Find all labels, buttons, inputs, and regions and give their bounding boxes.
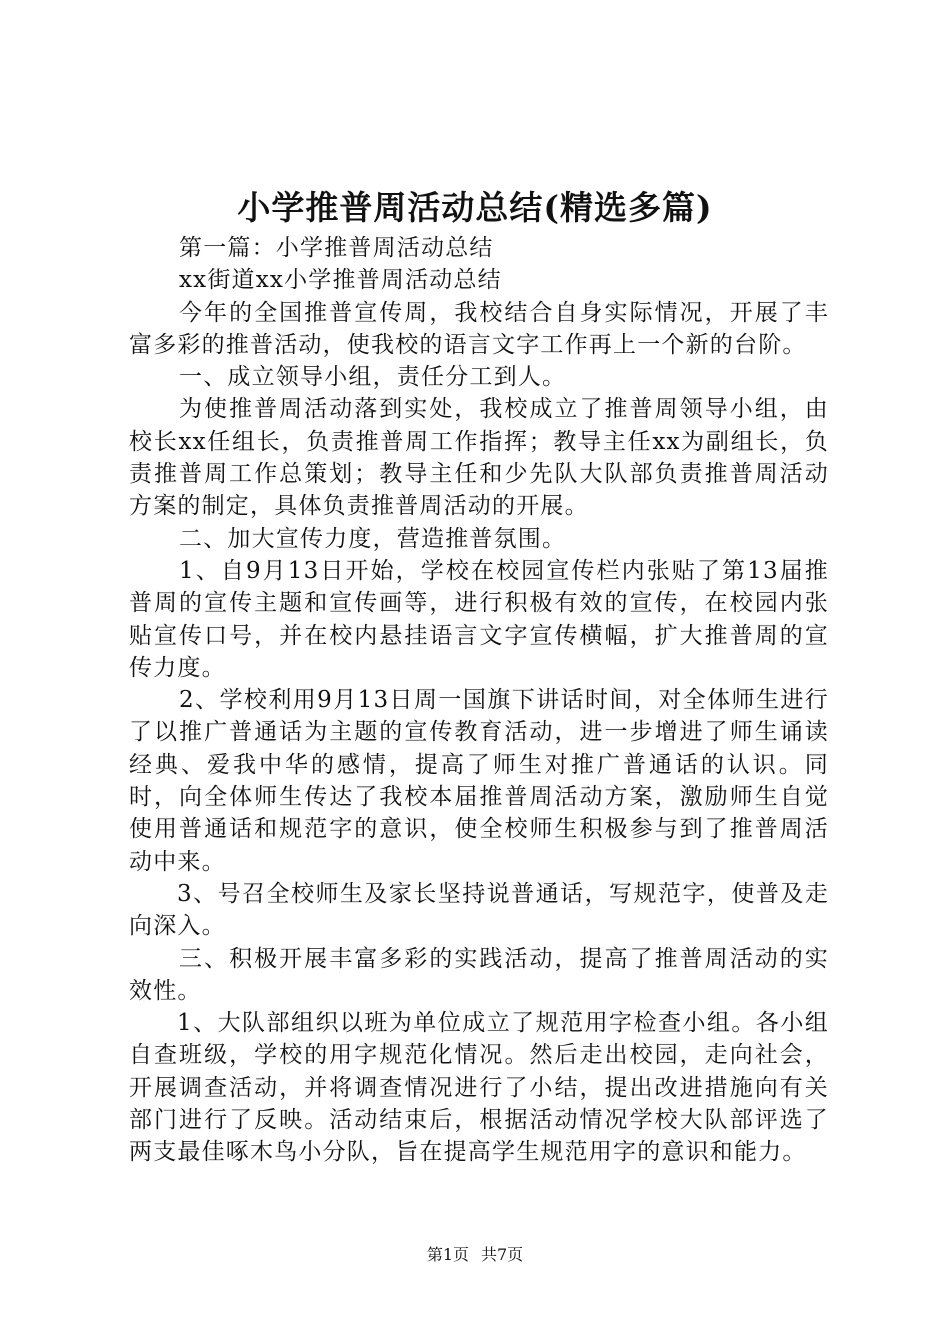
body-paragraph: 3、号召全校师生及家长坚持说普通话，写规范字，使普及走向深入。 xyxy=(129,880,829,940)
body-paragraph: 1、自9月13日开始，学校在校园宣传栏内张贴了第13届推普周的宣传主题和宣传画等，进行积极有效的宣传，在校园内张贴宣传口号，并在校内悬挂语言文字宣传横幅，扩大推普周的宣传力度。 xyxy=(129,557,829,681)
document-body xyxy=(129,232,829,1169)
section-heading: 第一篇：小学推普周活动总结 xyxy=(179,235,494,261)
body-paragraph: 2、学校利用9月13日周一国旗下讲话时间，对全体师生进行了以推广普通话为主题的宣传教育活动，进一步增进了师生诵读经典、爱我中华的感情，提高了师生对推广普通话的认识。同时，向全体师生传达了我校本届推普周活动方案，激励师生自觉使用普通话和规范字的意识，使全校师生积极参与到了推普周活动中来。 xyxy=(129,687,829,875)
body-paragraph: 1、大队部组织以班为单位成立了规范用字检查小组。各小组自查班级，学校的用字规范化情况。然后走出校园，走向社会，开展调查活动，并将调查情况进行了小结，提出改进措施向有关部门进行了反映。活动结束后，根据活动情况学校大队部评选了两支最佳啄木鸟小分队，旨在提高学生规范用字的意识和能力。 xyxy=(129,1010,829,1166)
article-subtitle: xx街道xx小学推普周活动总结 xyxy=(179,267,502,294)
body-paragraph: 今年的全国推普宣传周，我校结合自身实际情况，开展了丰富多彩的推普活动，使我校的语言文字工作再上一个新的台阶。 xyxy=(129,299,829,358)
page-number: 第1页 xyxy=(426,1245,469,1264)
page-footer xyxy=(0,1245,950,1265)
section-heading: 三、积极开展丰富多彩的实践活动，提高了推普周活动的实效性。 xyxy=(129,945,829,1004)
body-paragraph: 为使推普周活动落到实处，我校成立了推普周领导小组，由校长xx任组长，负责推普周工作指挥；教导主任xx为副组长，负责推普周工作总策划；教导主任和少先队大队部负责推普周活动方案的制定，具体负责推普周活动的开展。 xyxy=(129,396,829,520)
page-total: 共7页 xyxy=(481,1245,524,1264)
section-heading: 二、加大宣传力度，营造推普氛围。 xyxy=(179,525,567,552)
document-title: 小学推普周活动总结(精选多篇) xyxy=(237,188,713,227)
section-heading: 一、成立领导小组，责任分工到人。 xyxy=(179,364,567,391)
